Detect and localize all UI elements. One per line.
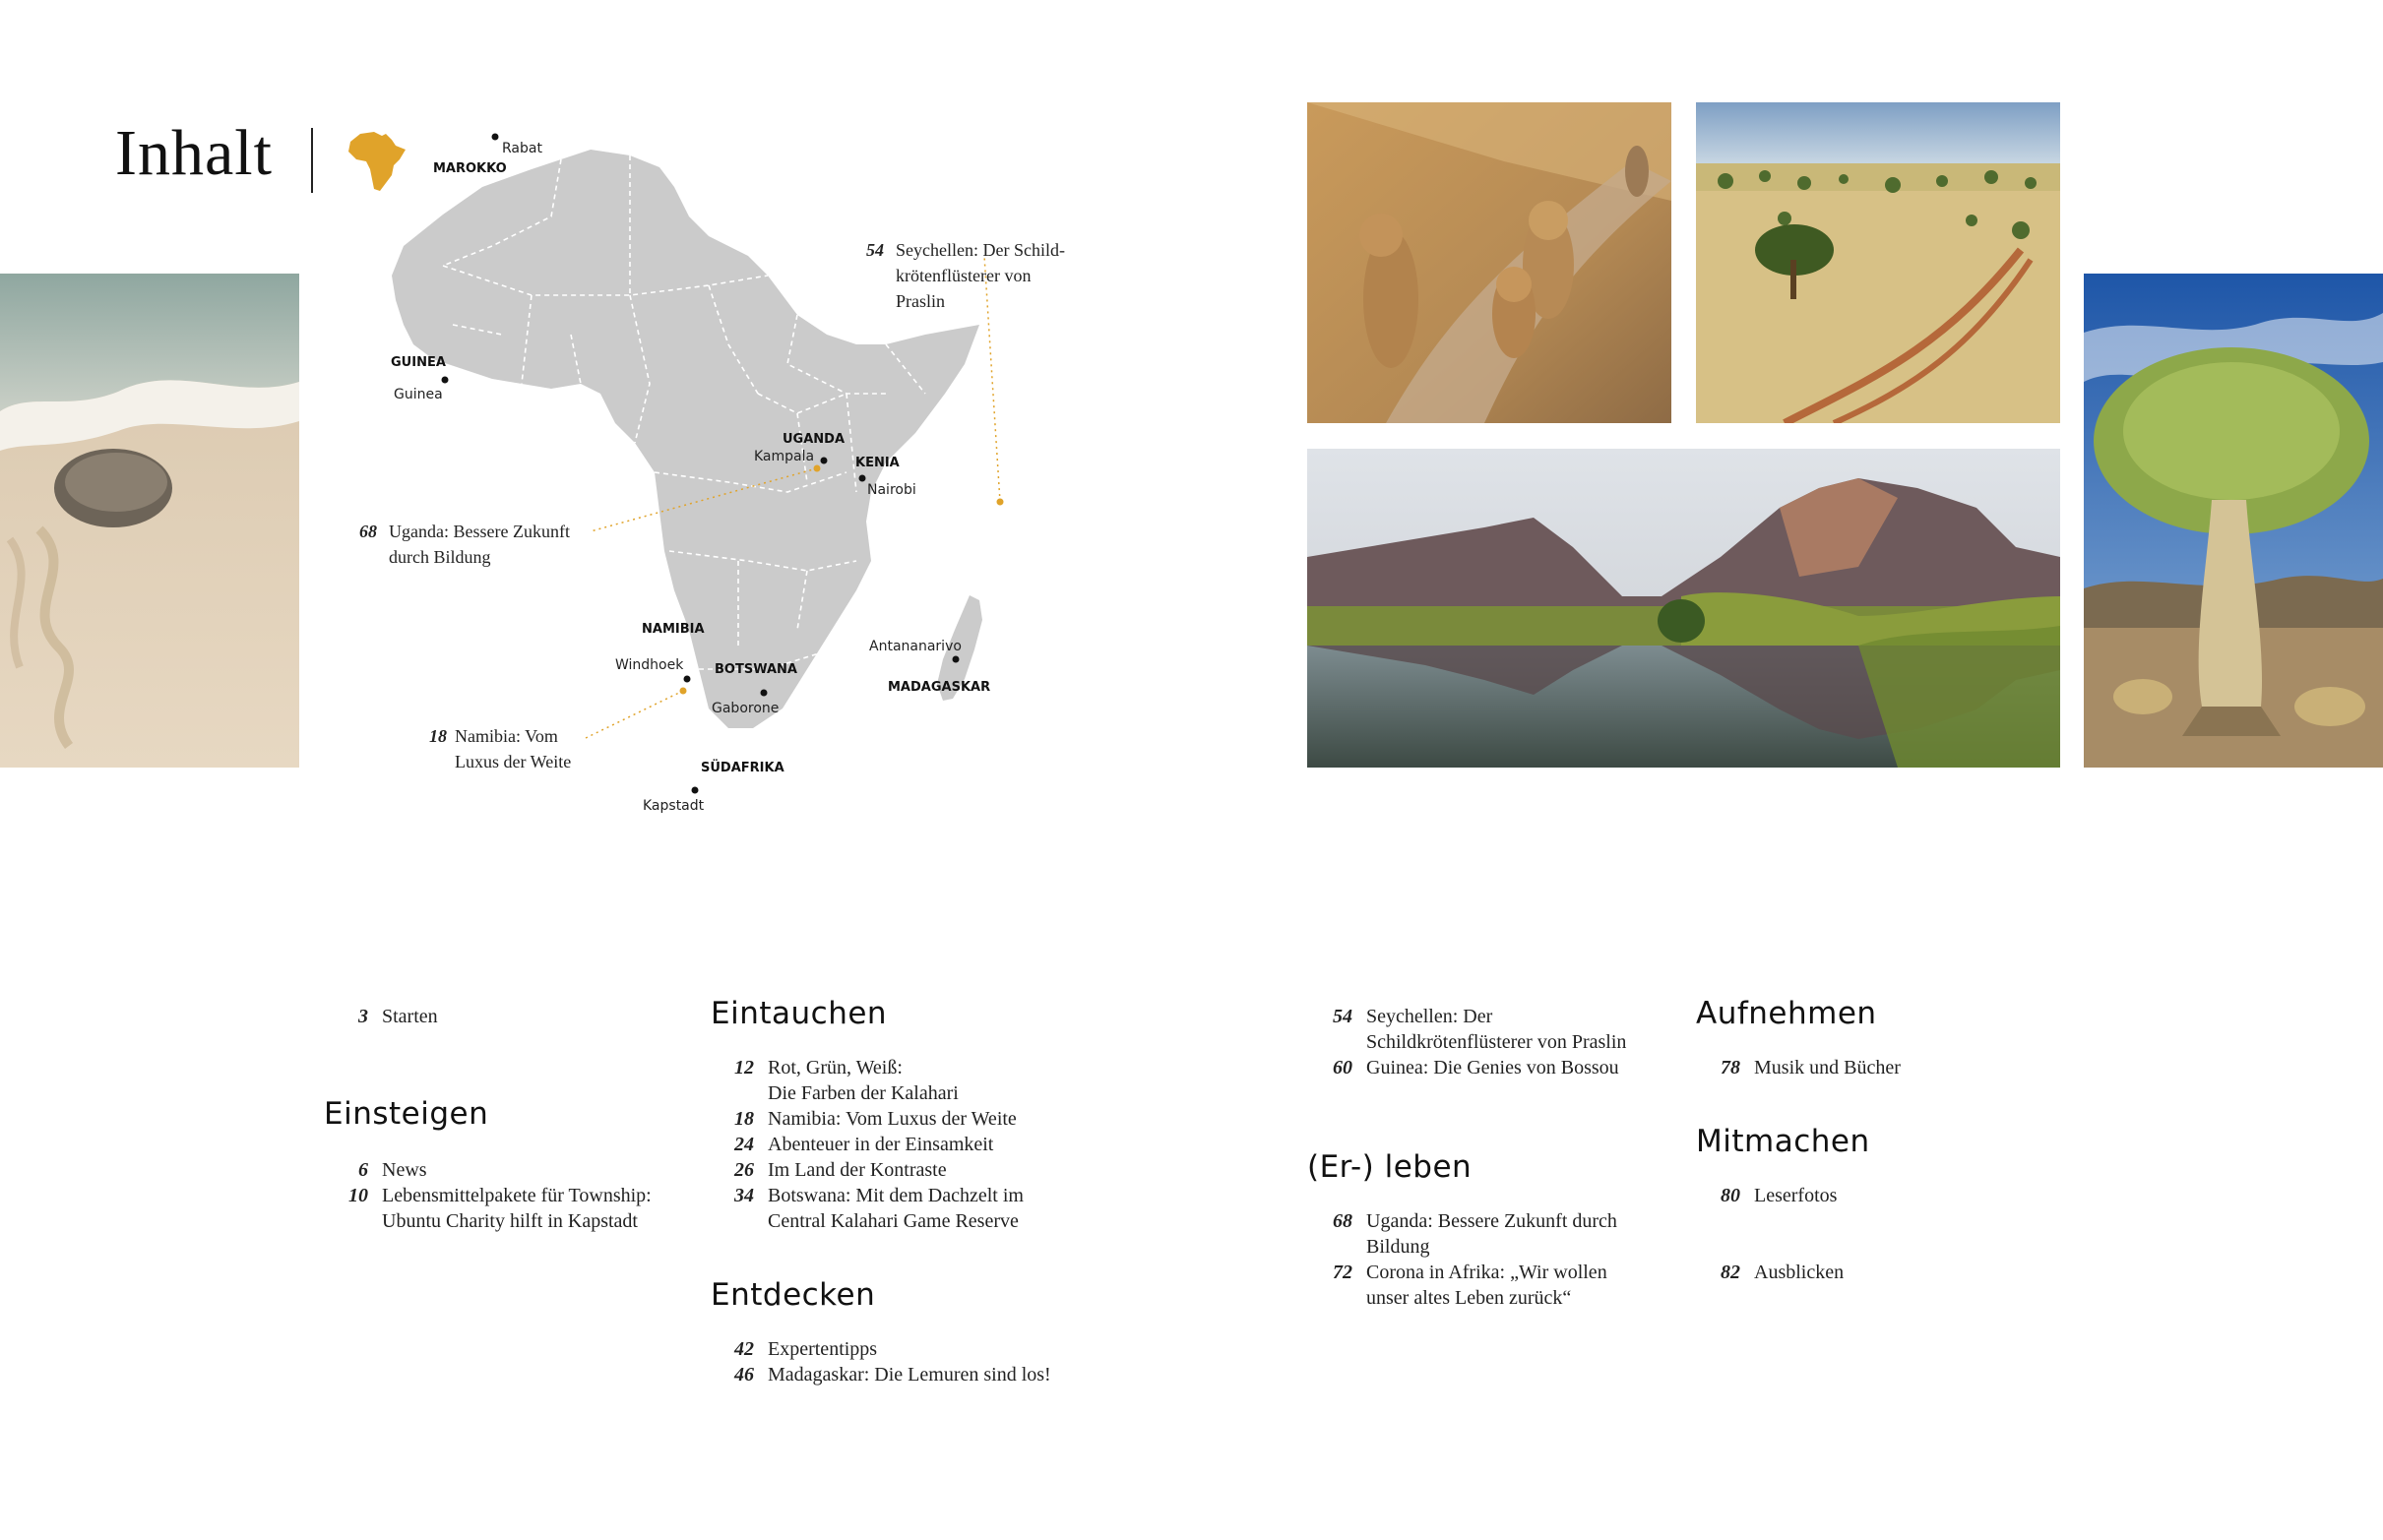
svg-text:Seychellen: Der Schild-: Seychellen: Der Schild- xyxy=(896,240,1065,260)
toc-entry[interactable]: 80 Leserfotos xyxy=(1721,1185,1838,1206)
toc-entry[interactable]: 18 Namibia: Vom Luxus der Weite xyxy=(734,1108,1017,1130)
svg-text:Namibia: Vom: Namibia: Vom xyxy=(455,726,558,746)
country-label-botswana: BOTSWANA xyxy=(715,662,797,677)
city-label-kampala: Kampala xyxy=(754,449,815,464)
toc-mitmachen xyxy=(1697,1183,2071,1285)
toc-entry[interactable]: 54 Seychellen: Der Schildkrötenflüsterer von Praslin xyxy=(1333,1006,1627,1053)
map-note-uganda xyxy=(359,522,570,567)
toc-entry[interactable]: 82 Ausblicken xyxy=(1721,1262,1845,1283)
section-heading-entdecken: Entdecken xyxy=(711,1277,876,1313)
toc-entry[interactable]: 42 Expertentipps xyxy=(734,1338,878,1360)
toc-entry[interactable]: 72 Corona in Afrika: „Wir wollen unser altes Leben zurück“ xyxy=(1333,1262,1607,1309)
city-label-kapstadt: Kapstadt xyxy=(643,798,705,814)
map-note-namibia xyxy=(429,726,571,771)
country-label-uganda: UGANDA xyxy=(783,432,846,447)
toc-entry[interactable]: 46 Madagaskar: Die Lemuren sind los! xyxy=(734,1364,1051,1386)
toc-entry[interactable]: 24 Abenteuer in der Einsamkeit xyxy=(734,1134,994,1155)
quiver-tree-photo xyxy=(2084,274,2383,768)
country-label-madagaskar: MADAGASKAR xyxy=(888,680,991,695)
toc-starten xyxy=(325,1004,699,1029)
section-heading-mitmachen: Mitmachen xyxy=(1696,1124,1870,1159)
turtle-beach-photo xyxy=(0,274,299,768)
toc-entry[interactable]: 6 News xyxy=(358,1159,427,1181)
section-heading-erleben: (Er-) leben xyxy=(1307,1149,1473,1185)
savanna-photo xyxy=(1696,102,2060,423)
toc-eintauchen xyxy=(711,1055,1104,1234)
toc-entry[interactable]: 78 Musik und Bücher xyxy=(1721,1057,1901,1078)
svg-text:Luxus der Weite: Luxus der Weite xyxy=(455,752,572,771)
city-label-guinea: Guinea xyxy=(394,387,443,402)
toc-seychellen-guinea xyxy=(1309,1004,1683,1080)
country-label-namibia: NAMIBIA xyxy=(642,622,705,637)
title-divider xyxy=(311,128,313,193)
toc-entry[interactable]: 10 Lebensmittelpakete für Township: Ubuntu Charity hilft in Kapstadt xyxy=(348,1185,652,1232)
svg-text:18: 18 xyxy=(429,726,447,746)
mountain-lake-photo xyxy=(1307,449,2060,768)
toc-erleben xyxy=(1309,1208,1683,1311)
svg-text:krötenflüsterer von: krötenflüsterer von xyxy=(896,266,1032,285)
africa-map xyxy=(335,98,1102,827)
toc-aufnehmen xyxy=(1697,1055,2071,1080)
section-heading-einsteigen: Einsteigen xyxy=(324,1096,489,1132)
page-title: Inhalt xyxy=(115,117,273,189)
toc-entry[interactable]: 60 Guinea: Die Genies von Bossou xyxy=(1333,1057,1619,1078)
country-label-marokko: MAROKKO xyxy=(433,161,507,176)
toc-einsteigen xyxy=(325,1157,699,1234)
svg-text:durch Bildung: durch Bildung xyxy=(389,547,491,567)
city-label-antananarivo: Antananarivo xyxy=(869,639,962,654)
country-label-suedafrika: SÜDAFRIKA xyxy=(701,761,784,775)
section-heading-aufnehmen: Aufnehmen xyxy=(1696,996,1877,1031)
country-label-kenia: KENIA xyxy=(855,456,900,470)
city-label-windhoek: Windhoek xyxy=(615,657,684,673)
svg-text:Praslin: Praslin xyxy=(896,291,946,311)
country-label-guinea: GUINEA xyxy=(391,355,446,370)
svg-text:54: 54 xyxy=(866,240,884,260)
city-label-gaborone: Gaborone xyxy=(712,701,780,716)
lions-photo xyxy=(1307,102,1671,423)
svg-text:68: 68 xyxy=(359,522,377,541)
toc-entry[interactable]: 34 Botswana: Mit dem Dachzelt im Central Kalahari Game Reserve xyxy=(734,1185,1024,1232)
city-label-nairobi: Nairobi xyxy=(867,482,916,498)
toc-entry[interactable]: 26 Im Land der Kontraste xyxy=(734,1159,947,1181)
toc-entry[interactable]: 68 Uganda: Bessere Zukunft durch Bildung xyxy=(1333,1210,1617,1258)
toc-entdecken xyxy=(711,1336,1104,1387)
section-heading-eintauchen: Eintauchen xyxy=(711,996,888,1031)
toc-entry[interactable]: 12 Rot, Grün, Weiß: Die Farben der Kalahari xyxy=(734,1057,959,1104)
map-note-seychellen xyxy=(866,240,1065,311)
toc-entry[interactable]: 3 Starten xyxy=(358,1006,438,1027)
city-label-rabat: Rabat xyxy=(502,141,542,156)
svg-text:Uganda: Bessere Zukunft: Uganda: Bessere Zukunft xyxy=(389,522,570,541)
